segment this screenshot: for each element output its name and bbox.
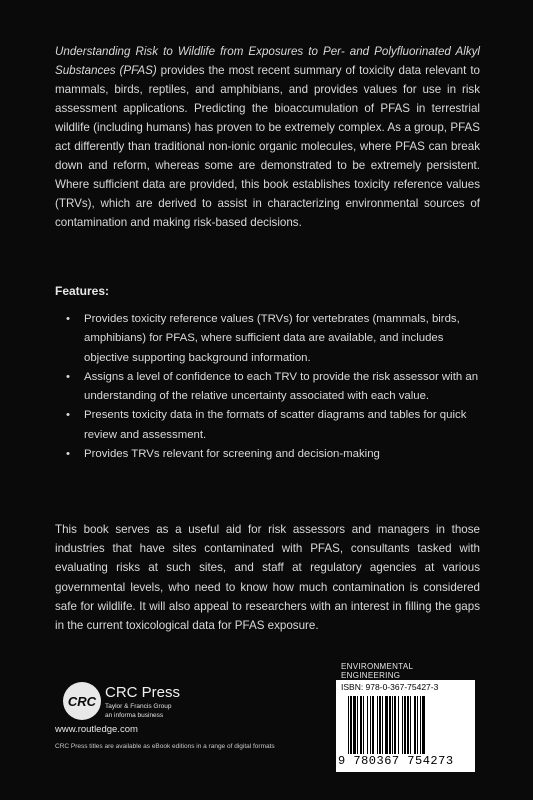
publisher-business: an informa business xyxy=(105,712,164,719)
feature-item: • Provides toxicity reference values (TRVs) for vertebrates (mammals, birds, amphibians) for PFAS, where sufficient data are available, and includes objective supporting background information. xyxy=(66,310,486,368)
subject-category: ENVIRONMENTAL ENGINEERING xyxy=(341,662,413,680)
barcode-icon xyxy=(348,696,464,754)
feature-item: • Presents toxicity data in the formats of scatter diagrams and tables for quick review and assessment. xyxy=(66,406,486,445)
crc-logo-icon: CRC xyxy=(63,682,101,720)
publisher-group: Taylor & Francis Group xyxy=(105,703,172,710)
description-paragraph xyxy=(55,42,480,232)
publisher-name: CRC Press xyxy=(105,684,181,701)
features-heading: Features: xyxy=(55,284,110,298)
description-body: provides the most recent summary of toxicity data relevant to mammals, birds, reptiles, and amphibians, and provides values for use in risk assessment applications. Predicting the bioaccumulation of PFAS in terrestrial wildlife (including humans) has proven to be extremely complex. As a group, PFAS act differently than traditional non-ionic organic molecules, where PFAS can break down and reform, whereas some are demonstrated to be extremely persistent. Where sufficient data are provided, this book establishes toxicity reference values (TRVs), which are derived to assist in characterizing environmental sources of contamination and making risk-based decisions. xyxy=(55,64,480,229)
feature-item: • Assigns a level of confidence to each TRV to provide the risk assessor with an understanding of the relative uncertainty associated with each value. xyxy=(66,368,486,407)
closing-paragraph: This book serves as a useful aid for risk assessors and managers in those industries that have sites contaminated with PFAS, consultants tasked with evaluating risks at such sites, and staff at regulatory agencies at various governmental levels, who need to know how much contamination is considered safe for wildlife. It will also appeal to researchers with an interest in filling the gaps in the current toxicological data for PFAS exposure. xyxy=(55,523,480,633)
book-title: Understanding Risk to Wildlife from Exposures to Per- and Polyfluorinated Alkyl Substances (PFAS) xyxy=(55,45,480,77)
isbn-label: ISBN: 978-0-367-75427-3 xyxy=(341,682,439,692)
features-list xyxy=(66,310,486,464)
barcode-box xyxy=(336,680,475,772)
ebook-note: CRC Press titles are available as eBook editions in a range of digital formats xyxy=(55,743,275,750)
publisher-website: www.routledge.com xyxy=(55,724,138,735)
barcode-digits: 9 780367 754273 xyxy=(338,754,454,768)
feature-item: • Provides TRVs relevant for screening and decision-making xyxy=(66,445,486,464)
